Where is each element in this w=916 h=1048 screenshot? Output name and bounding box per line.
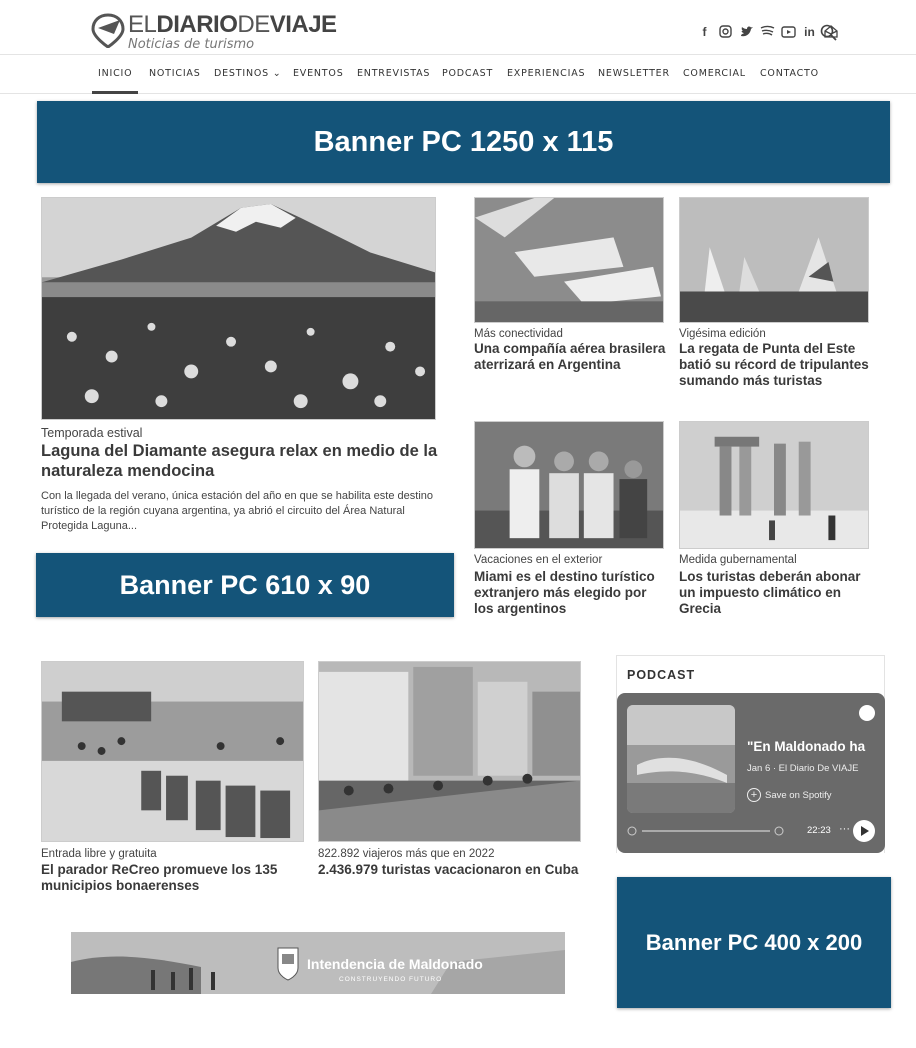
nav-item-entrevistas[interactable]: ENTREVISTAS — [357, 68, 431, 79]
progress-bar[interactable] — [627, 825, 787, 837]
twitter-icon[interactable] — [739, 24, 754, 39]
lead-article-image[interactable] — [41, 197, 436, 420]
article-image-greece[interactable] — [679, 421, 869, 549]
logo-tagline: Noticias de turismo — [128, 37, 255, 52]
article-image-miami[interactable] — [474, 421, 664, 549]
ad-title: Intendencia de Maldonado — [307, 956, 483, 972]
article-kicker: Vigésima edición — [679, 328, 766, 340]
nav-item-inicio[interactable]: INICIO — [98, 68, 133, 79]
linkedin-icon[interactable]: in — [804, 24, 815, 39]
spotify-embed[interactable] — [617, 693, 885, 853]
nav-item-noticias[interactable]: NOTICIAS — [149, 68, 201, 79]
mid-banner[interactable]: Banner PC 610 x 90 — [36, 553, 454, 617]
maldonado-crest-icon — [276, 942, 300, 982]
facebook-icon[interactable]: f — [702, 24, 707, 39]
nav-item-newsletter[interactable]: NEWSLETTER — [598, 68, 670, 79]
article-kicker: 822.892 viajeros más que en 2022 — [318, 848, 495, 860]
episode-duration: 22:23 — [807, 825, 831, 836]
add-icon: + — [747, 788, 761, 802]
article-kicker: Más conectividad — [474, 328, 563, 340]
lead-article-kicker: Temporada estival — [41, 426, 143, 440]
lead-article-headline[interactable]: Laguna del Diamante asegura relax en medio de la naturaleza mendocina — [41, 442, 438, 480]
top-banner[interactable]: Banner PC 1250 x 115 — [37, 101, 890, 183]
social-links — [697, 24, 838, 39]
nav-item-comercial[interactable]: COMERCIAL — [683, 68, 746, 79]
article-kicker: Vacaciones en el exterior — [474, 554, 603, 566]
podcast-heading: PODCAST — [627, 668, 696, 682]
nav-item-eventos[interactable]: EVENTOS — [293, 68, 344, 79]
article-headline[interactable]: 2.436.979 turistas vacacionaron en Cuba — [318, 862, 579, 877]
instagram-icon[interactable] — [718, 24, 733, 39]
save-on-spotify-button[interactable] — [747, 788, 832, 802]
ad-subtitle: CONSTRUYENDO FUTURO — [339, 976, 443, 983]
article-headline[interactable]: Una compañía aérea brasilera aterrizará en Argentina — [474, 341, 666, 372]
episode-title[interactable]: "En Maldonado ha — [747, 739, 866, 754]
episode-meta: Jan 6 · El Diario De VIAJE — [747, 763, 859, 774]
save-label: Save on Spotify — [765, 789, 832, 801]
article-headline[interactable]: El parador ReCreo promueve los 135 municipios bonaerenses — [41, 862, 278, 893]
nav-item-podcast[interactable]: PODCAST — [442, 68, 494, 79]
more-options-icon[interactable]: ··· — [839, 823, 850, 835]
nav-item-experiencias[interactable]: EXPERIENCIAS — [507, 68, 586, 79]
main-nav — [0, 56, 916, 94]
youtube-icon[interactable] — [781, 24, 796, 39]
article-image-regatta[interactable] — [679, 197, 869, 323]
plane-pin-icon — [90, 12, 126, 48]
search-icon[interactable] — [820, 24, 837, 41]
spotify-logo-icon — [859, 705, 875, 721]
site-header — [0, 0, 916, 55]
article-headline[interactable]: Los turistas deberán abonar un impuesto climático en Grecia — [679, 569, 861, 616]
play-button[interactable] — [853, 820, 875, 842]
logo-wordmark: ELDIARIODEVIAJE — [128, 11, 337, 38]
article-kicker: Medida gubernamental — [679, 554, 797, 566]
lead-article-excerpt: Con la llegada del verano, única estación del año en que se habilita este destino turístico de la región cuyana argentina, ya abrió el circuito del Área Natural Protegida Laguna... — [41, 490, 433, 532]
article-image-cuba[interactable] — [318, 661, 581, 842]
spotify-icon[interactable] — [760, 24, 775, 39]
article-kicker: Entrada libre y gratuita — [41, 848, 157, 860]
maldonado-ad[interactable] — [71, 932, 565, 994]
podcast-cover-image — [627, 705, 735, 813]
article-headline[interactable]: La regata de Punta del Este batió su récord de tripulantes sumando más turistas — [679, 341, 869, 388]
nav-item-contacto[interactable]: CONTACTO — [760, 68, 819, 79]
playback-controls — [627, 823, 875, 839]
article-headline[interactable]: Miami es el destino turístico extranjero más elegido por los argentinos — [474, 569, 655, 616]
side-banner[interactable]: Banner PC 400 x 200 — [617, 877, 891, 1008]
nav-item-destinos[interactable]: DESTINOS ⌄ — [214, 68, 282, 79]
article-image-recreo[interactable] — [41, 661, 304, 842]
article-image-airline[interactable] — [474, 197, 664, 323]
